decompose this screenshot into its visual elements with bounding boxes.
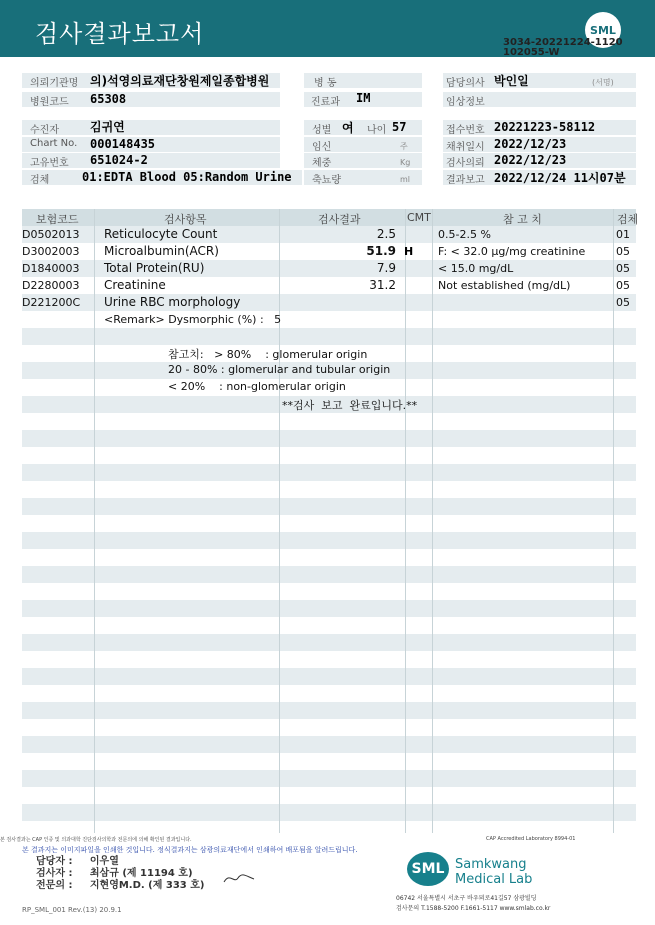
table-row-band <box>22 668 636 685</box>
sex-value: 여 <box>342 121 354 135</box>
reference-line-2: 102055-W <box>503 47 560 58</box>
table-row-reference: < 15.0 mg/dL <box>438 262 514 275</box>
collection-date-value: 2022/12/23 <box>494 137 567 151</box>
footer-fine-print-right: CAP Accredited Laboratory 8994-01 <box>486 836 576 842</box>
table-row-result: 2.5 <box>376 227 396 241</box>
table-row-item: Total Protein(RU) <box>104 261 205 275</box>
department-value: IM <box>356 91 371 105</box>
report-title: 검사결과보고서 <box>35 20 205 48</box>
doctor-sign-mark: (서명) <box>592 78 614 87</box>
table-row-item: Microalbumin(ACR) <box>104 244 219 258</box>
report-reference <box>503 38 623 58</box>
footer-fine-print-left: 본 검사결과는 CAP 인증 및 의과대학 진단검사의학과 전문의에 의해 확인된 결과입니다. <box>0 837 192 843</box>
requesting-org-value: 의)석영의료재단창원제일종합병원 <box>90 74 270 88</box>
footer-sml-logo-icon: SML <box>407 852 449 886</box>
table-row-item: Reticulocyte Count <box>104 227 218 241</box>
table-row-reference: 0.5-2.5 % <box>438 228 491 241</box>
company-address: 06742 서울특별시 서초구 바우뫼로41길57 삼광빌딩 <box>396 895 537 902</box>
table-row-result: 7.9 <box>376 261 396 275</box>
company-name <box>455 857 532 887</box>
table-row-band <box>22 736 636 753</box>
sml-logo-icon: SML <box>585 12 621 48</box>
table-row-code: D221200C <box>22 296 81 309</box>
table-row-specimen: 01 <box>616 228 630 241</box>
department-label: 진료과 <box>311 97 340 108</box>
table-row-band <box>22 702 636 719</box>
report-date-label: 결과보고 <box>446 175 485 186</box>
hospital-code-value: 65308 <box>90 92 127 106</box>
request-date-label: 검사의뢰 <box>446 158 485 169</box>
report-date-value: 2022/12/24 11시07분 <box>494 171 626 185</box>
patient-value: 김귀연 <box>90 120 125 134</box>
column-insurance-code: 보험코드 <box>36 213 79 226</box>
hospital-code-label: 병원코드 <box>30 97 69 108</box>
table-row-result: 51.9 <box>366 244 396 258</box>
doctor-label: 담당의사 <box>446 78 485 89</box>
table-row-item: Urine RBC morphology <box>104 295 241 309</box>
column-divider <box>94 209 95 833</box>
company-contact: 검사문의 T.1588-5200 F.1661-5117 www.smlab.co.kr <box>396 905 551 912</box>
form-version: RP_SML_001 Rev.(13) 20.9.1 <box>22 906 122 914</box>
table-row-specimen: 05 <box>616 279 630 292</box>
unique-number-value: 651024-2 <box>90 153 148 167</box>
table-row-specimen: 05 <box>616 245 630 258</box>
footer-notice: 본 결과지는 이미지파일을 인쇄한 것입니다. 정식결과지는 삼광의료재단에서 인쇄하여 배포됨을 알려드립니다. <box>22 846 358 854</box>
table-row-code: D2280003 <box>22 279 80 292</box>
age-value: 57 <box>392 120 407 134</box>
receipt-number-label: 접수번호 <box>446 125 485 136</box>
age-label: 나이 <box>367 125 387 136</box>
column-specimen: 검체 <box>617 213 639 226</box>
info-row-bg <box>22 120 280 135</box>
specimen-value: 01:EDTA Blood 05:Random Urine <box>82 170 292 184</box>
sign-examiner: 검사자 : 최삼규 (제 11194 호) <box>36 868 193 879</box>
table-row-code: D0502013 <box>22 228 80 241</box>
receipt-number-value: 20221223-58112 <box>494 120 596 134</box>
weight-label: 체중 <box>312 158 332 169</box>
table-row-band <box>22 634 636 651</box>
column-divider <box>279 209 280 833</box>
table-row-flag: H <box>404 245 414 258</box>
table-row-reference: F: < 32.0 μg/mg creatinine <box>438 245 586 258</box>
chart-number-label: Chart No. <box>30 138 78 149</box>
table-row-code: D3002003 <box>22 245 80 258</box>
table-row-specimen: 05 <box>616 262 630 275</box>
pregnancy-unit: 주 <box>400 142 408 151</box>
clinical-info-label: 임상정보 <box>446 97 485 108</box>
table-row-band <box>22 600 636 617</box>
table-row-band <box>22 770 636 787</box>
table-row-code: D1840003 <box>22 262 80 275</box>
table-row-specimen: 05 <box>616 296 630 309</box>
column-result: 검사결과 <box>318 213 361 226</box>
remark-dysmorphic: <Remark> Dysmorphic (%) : 5 <box>104 313 282 326</box>
report-complete-note: **검사 보고 완료입니다.** <box>282 399 418 412</box>
column-divider <box>432 209 433 833</box>
column-cmt: CMT <box>407 211 431 224</box>
chart-number-value: 000148435 <box>90 137 156 151</box>
table-row-band <box>22 566 636 583</box>
sign-staff: 담당자 : 이우열 <box>36 856 119 867</box>
column-reference: 참 고 치 <box>503 213 542 226</box>
reference-note-3: < 20% : non-glomerular origin <box>168 380 346 393</box>
column-test-item: 검사항목 <box>164 213 207 226</box>
signature-icon <box>222 870 256 886</box>
sex-label: 성별 <box>312 125 332 136</box>
pregnancy-label: 임신 <box>312 142 332 153</box>
weight-unit: Kg <box>400 158 411 167</box>
table-row-band <box>22 498 636 515</box>
urine-volume-unit: ml <box>400 175 411 184</box>
ward-label: 병 동 <box>314 78 337 89</box>
table-row-reference: Not established (mg/dL) <box>438 279 571 292</box>
table-row-item: Creatinine <box>104 278 166 292</box>
reference-line-1: 3034-20221224-1120 <box>503 37 623 48</box>
table-row-band <box>22 464 636 481</box>
requesting-org-label: 의뢰기관명 <box>30 78 79 89</box>
column-divider <box>405 209 406 833</box>
table-row-result: 31.2 <box>369 278 396 292</box>
request-date-value: 2022/12/23 <box>494 153 567 167</box>
column-divider <box>613 209 614 833</box>
doctor-value: 박인일 <box>494 74 529 88</box>
reference-note-1: 참고치: > 80% : glomerular origin <box>168 348 368 361</box>
table-row-band <box>22 532 636 549</box>
sign-specialist: 전문의 : 지현영M.D. (제 333 호) <box>36 880 205 891</box>
unique-number-label: 고유번호 <box>30 158 69 169</box>
company-name-line-2: Medical Lab <box>455 872 533 887</box>
urine-volume-label: 축뇨량 <box>312 175 341 186</box>
table-row-band <box>22 430 636 447</box>
patient-label: 수진자 <box>30 125 59 136</box>
specimen-label: 검체 <box>30 175 50 186</box>
table-row-band <box>22 804 636 821</box>
company-name-line-1: Samkwang <box>455 857 527 872</box>
table-row-band <box>22 328 636 345</box>
collection-date-label: 채취일시 <box>446 142 485 153</box>
reference-note-2: 20 - 80% : glomerular and tubular origin <box>168 363 391 376</box>
